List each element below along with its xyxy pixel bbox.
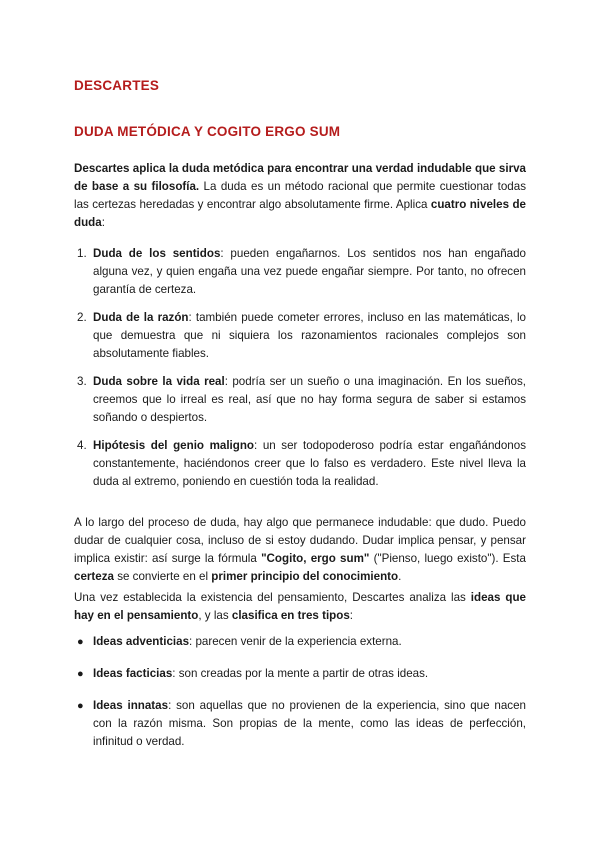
idea-type-adventicias (74, 633, 526, 651)
doubt-level-2 (74, 309, 526, 363)
section-heading: DUDA METÓDICA Y COGITO ERGO SUM (74, 124, 341, 139)
idea-type-innatas (74, 697, 526, 751)
idea-type-title: Ideas innatas (93, 699, 169, 712)
doubt-level-title: Hipótesis del genio maligno (93, 439, 255, 452)
ideas-intro-text-1: Una vez establecida la existencia del pensamiento, Descartes analiza las (74, 591, 471, 604)
idea-type-facticias (74, 665, 526, 683)
cogito-first-principle: primer principio del conocimiento (211, 570, 399, 583)
bullet-icon: ● (77, 700, 84, 712)
doubt-level-title: Duda de los sentidos (93, 247, 221, 260)
list-number: 1. (77, 247, 87, 260)
bullet-icon: ● (77, 636, 84, 648)
doubt-level-text: : podría ser un sueño o una imaginación. En los sueños, creemos que lo irreal es real, así que no hay forma segura de saber si estamos soñando o despiertos. (93, 375, 526, 424)
list-number: 3. (77, 375, 87, 388)
doubt-level-4 (74, 437, 526, 491)
doubt-level-1 (74, 245, 526, 299)
cogito-text-3: se convierte en el (113, 570, 212, 583)
doubt-level-text: : un ser todopoderoso podría estar engañándonos constantemente, haciéndonos creer que lo falso es verdadero. Este nivel lleva la duda al extremo, poniendo en cuestión toda la realidad. (93, 439, 526, 488)
doubt-level-title: Duda de la razón (93, 311, 189, 324)
ideas-intro-bold-2: clasifica en tres tipos (231, 609, 350, 622)
list-number: 2. (77, 311, 87, 324)
doubt-level-text: : también puede cometer errores, incluso en las matemáticas, lo que demuestra que ni siquiera los razonamientos racionales complejos son absolutamente fiables. (93, 311, 526, 360)
intro-bold-1: Descartes aplica la duda metódica para encontrar una verdad indudable que sirva de base a su filosofía. (74, 162, 526, 193)
cogito-paragraph (74, 514, 526, 586)
ideas-intro-bold-1: ideas que hay en el pensamiento (74, 591, 526, 622)
intro-text-1: La duda es un método racional que permite cuestionar todas las certezas heredadas y encontrar algo absolutamente firme. Aplica (74, 180, 526, 211)
list-number: 4. (77, 439, 87, 452)
doubt-level-title: Duda sobre la vida real (93, 375, 225, 388)
doubt-level-text: : pueden engañarnos. Los sentidos nos han engañado alguna vez, y quien engaña una vez puede engañar siempre. Por tanto, no ofrecen garantía de certeza. (93, 247, 526, 296)
ideas-intro-text-2: , y las (198, 609, 232, 622)
idea-type-text: : son creadas por la mente a partir de otras ideas. (172, 667, 429, 680)
intro-bold-2: cuatro niveles de duda (74, 198, 526, 229)
cogito-formula: "Cogito, ergo sum" (261, 552, 370, 565)
idea-type-text: : parecen venir de la experiencia externa. (189, 635, 402, 648)
doubt-level-3 (74, 373, 526, 427)
ideas-intro-paragraph (74, 589, 526, 625)
ideas-intro-text-3: : (349, 609, 354, 622)
cogito-text-4: . (398, 570, 402, 583)
cogito-text-1: A lo largo del proceso de duda, hay algo que permanece indudable: que dudo. Puedo dudar de cualquier cosa, incluso de si estoy dudando. Dudar implica pensar, y pensar implica existir: así surge la fórmula (74, 516, 526, 565)
idea-type-title: Ideas adventicias (93, 635, 190, 648)
bullet-icon: ● (77, 668, 84, 680)
idea-type-title: Ideas facticias (93, 667, 173, 680)
page-title: DESCARTES (74, 78, 160, 93)
cogito-certainty: certeza (74, 570, 114, 583)
cogito-text-2: ("Pienso, luego existo"). Esta (369, 552, 526, 565)
intro-text-2: : (101, 216, 105, 229)
idea-type-text: : son aquellas que no provienen de la experiencia, sino que nacen con la razón misma. Son propias de la mente, como las ideas de perfección, infinitud o verdad. (93, 699, 526, 748)
intro-paragraph (74, 160, 526, 232)
